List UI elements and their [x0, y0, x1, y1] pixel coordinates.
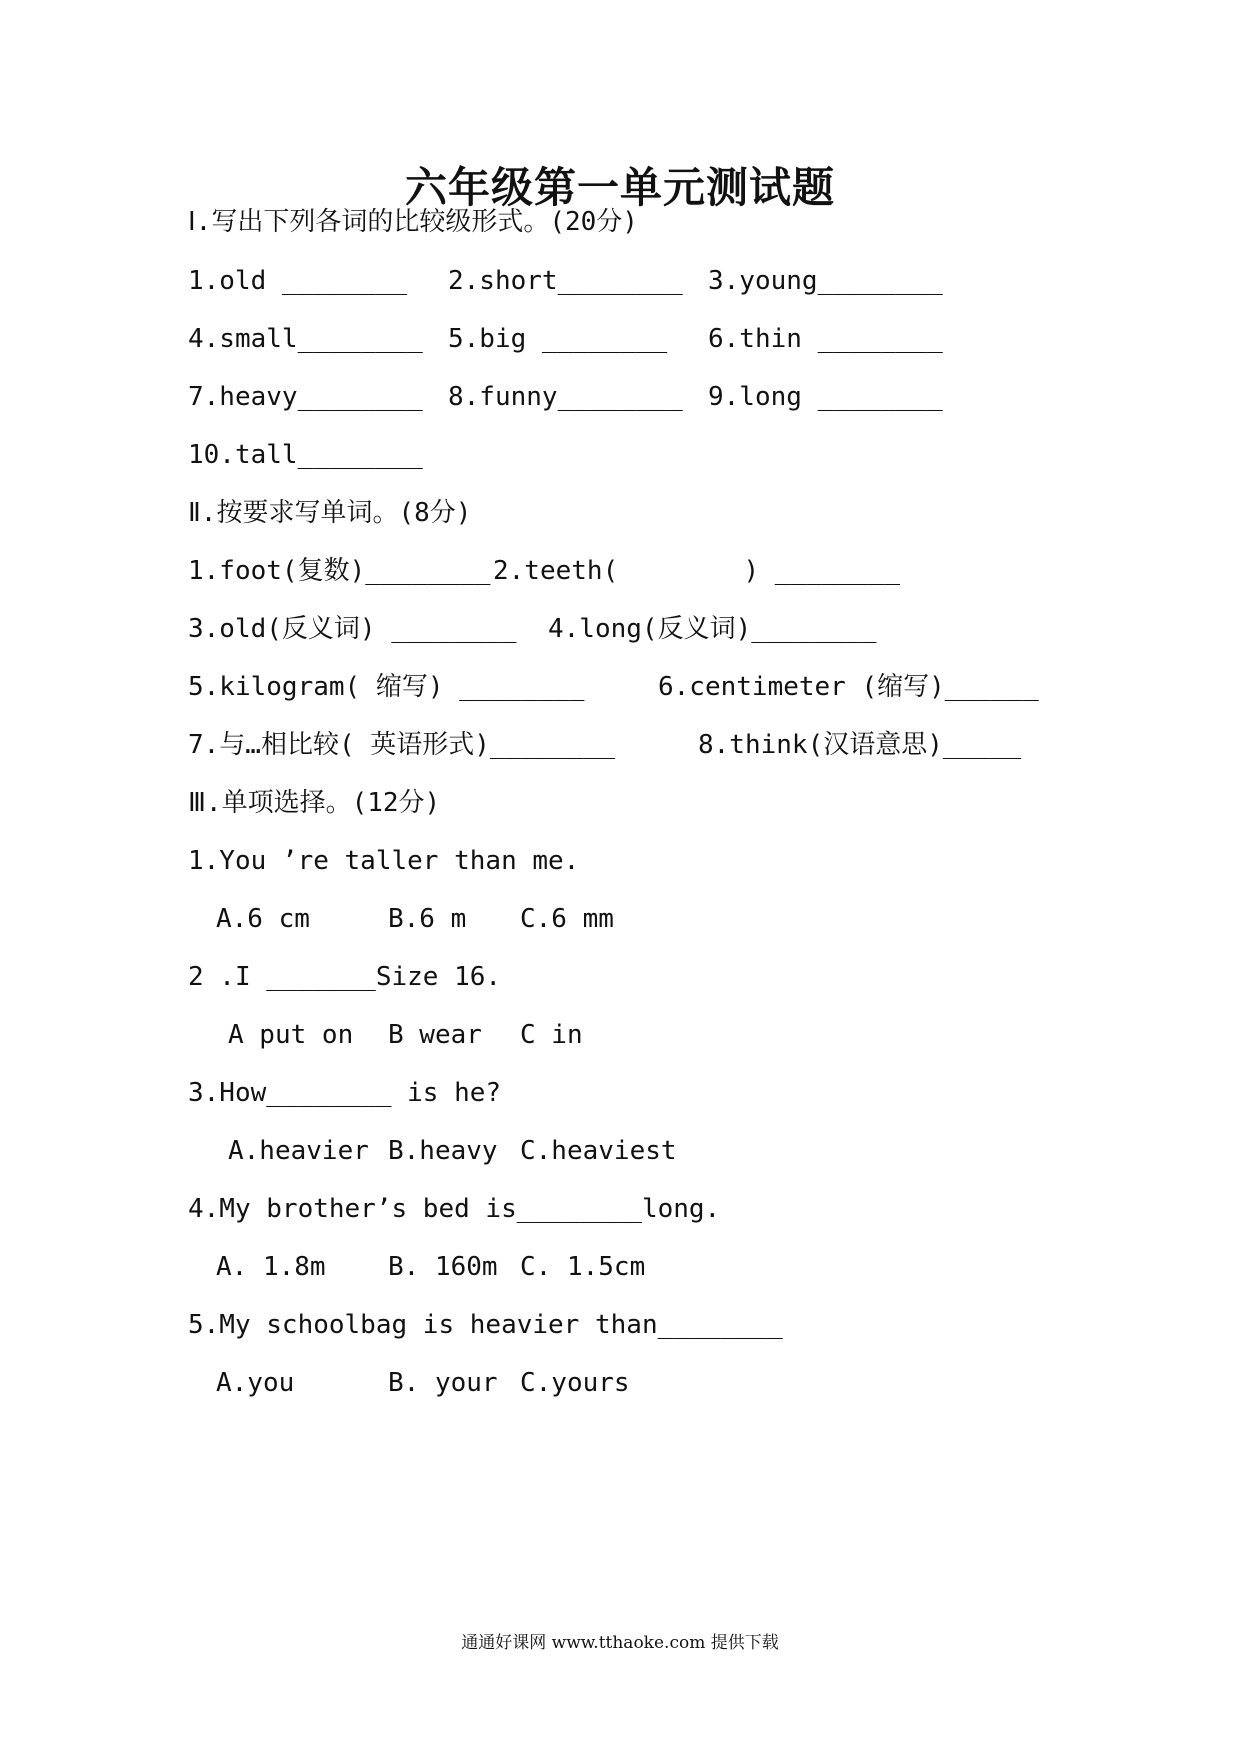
question-options: [188, 1366, 630, 1400]
option-b: B.heavy: [388, 1136, 498, 1166]
section-2-row: [188, 670, 1039, 704]
word-item: 9.long ________: [708, 382, 943, 412]
word-item: 8.funny________: [448, 382, 683, 412]
question-text: 5.My schoolbag is heavier than________: [188, 1310, 783, 1340]
word-item: 7.heavy________: [188, 382, 423, 412]
word-item: 6.centimeter (缩写)______: [658, 672, 1039, 702]
section-1-row: [188, 380, 943, 414]
section-2-row: [188, 554, 900, 588]
option-a: A.you: [216, 1368, 295, 1398]
option-c: C.yours: [520, 1368, 630, 1398]
page-title: 六年级第一单元测试题: [404, 163, 835, 212]
question-text: 3.How________ is he?: [188, 1078, 502, 1108]
word-item: 6.thin ________: [708, 324, 943, 354]
word-item: 10.tall________: [188, 440, 423, 470]
option-c: C.heaviest: [520, 1136, 677, 1166]
footer-credit: 通通好课网 www.tthaoke.com 提供下载: [461, 1633, 779, 1653]
option-b: B. 160m: [388, 1252, 498, 1282]
option-c: C.6 mm: [520, 904, 614, 934]
section-1-row: [188, 438, 423, 472]
option-c: C in: [520, 1020, 583, 1050]
option-a: A. 1.8m: [216, 1252, 326, 1282]
word-item: 1.old ________: [188, 266, 408, 296]
section-1-heading: Ⅰ.写出下列各词的比较级形式。(20分): [188, 207, 638, 237]
question-text: 4.My brother’s bed is________long.: [188, 1194, 721, 1224]
section-3-heading: Ⅲ.单项选择。(12分): [188, 788, 441, 818]
question-options: [188, 1250, 646, 1284]
option-c: C. 1.5cm: [520, 1252, 646, 1282]
section-1-row: [188, 264, 943, 298]
question-options: [188, 902, 614, 936]
word-item: 3.young________: [708, 266, 943, 296]
section-2-row: [188, 612, 877, 646]
section-1-row: [188, 322, 943, 356]
option-a: A put on: [228, 1020, 354, 1050]
option-a: A.heavier: [228, 1136, 369, 1166]
option-b: B.6 m: [388, 904, 467, 934]
option-a: A.6 cm: [216, 904, 310, 934]
question-options: [188, 1018, 583, 1052]
word-item: 7.与…相比较( 英语形式)________: [188, 730, 616, 760]
section-2-row: [188, 728, 1022, 762]
option-b: B. your: [388, 1368, 498, 1398]
word-item: 4.long(反义词)________: [548, 614, 877, 644]
section-2-heading: Ⅱ.按要求写单词。(8分): [188, 498, 472, 528]
word-item: 4.small________: [188, 324, 423, 354]
option-b: B wear: [388, 1020, 482, 1050]
word-item: 5.kilogram( 缩写) ________: [188, 672, 585, 702]
question-text: 2 .I _______Size 16.: [188, 962, 502, 992]
word-item: 2.short________: [448, 266, 683, 296]
question-options: [188, 1134, 677, 1168]
word-item: 5.big ________: [448, 324, 668, 354]
word-item: 3.old(反义词) ________: [188, 614, 517, 644]
word-item: 2.teeth( ) ________: [493, 556, 900, 586]
word-item: 8.think(汉语意思)_____: [698, 730, 1022, 760]
question-text: 1.You ’re taller than me.: [188, 846, 580, 876]
word-item: 1.foot(复数)________: [188, 556, 491, 586]
